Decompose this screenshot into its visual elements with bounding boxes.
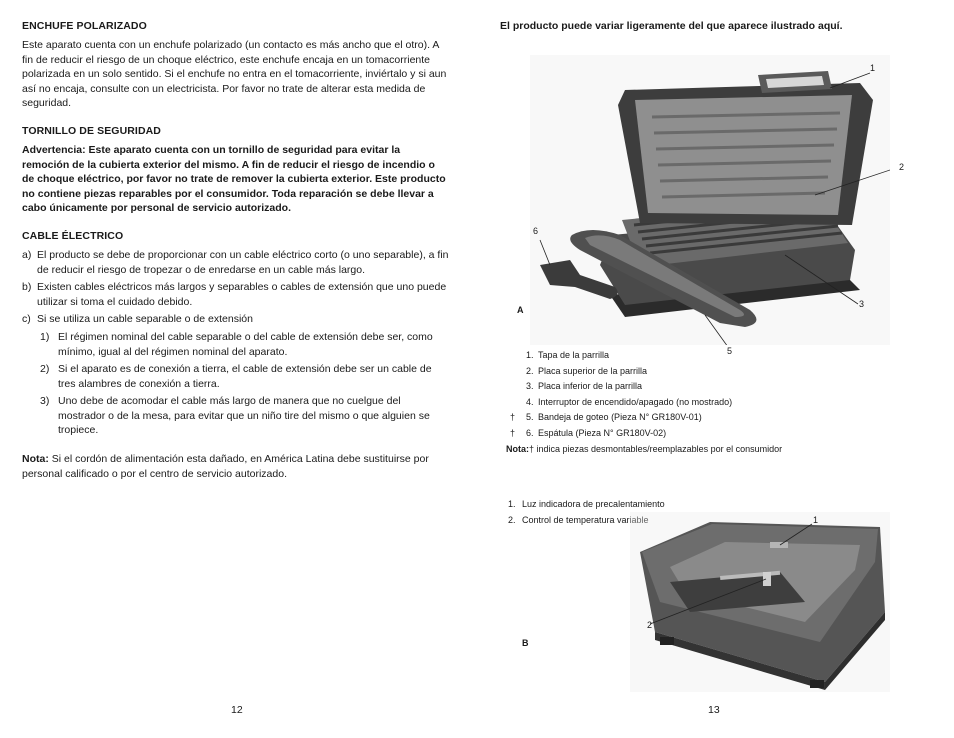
polarized-plug-section — [22, 20, 450, 111]
dagger-mark: † — [510, 427, 516, 438]
list-item — [508, 497, 665, 513]
safety-screw-section — [22, 125, 450, 216]
callout-a-5: 5 — [727, 346, 733, 356]
part-name: Espátula (Pieza N° GR180V-02) — [538, 427, 667, 438]
safety-screw-text: Advertencia: Este aparato cuenta con un tornillo de seguridad para evitar la remoción de la cubierta exterior del mismo. A fin de reducir el riesgo de incendio o de choque eléctrico, por favor no trate de remover la cubierta exterior. Este producto no contiene piezas reparables por el consumidor. Toda reparación se debe llevar a cabo únicamente por personal de servicio autorizado. — [22, 143, 446, 215]
list-item-text: Existen cables eléctricos más largos y separables o cables de extensión que uno puede utilizar si toma el cuidado debido. — [37, 281, 447, 308]
list-item — [510, 426, 782, 442]
right-page-title: El producto puede variar ligeramente del que aparece ilustrado aquí. — [500, 20, 843, 32]
right-page-header — [500, 20, 940, 32]
cord-item-a — [22, 248, 450, 277]
control-name: Control de temperatura variable — [522, 514, 649, 525]
figure-b-closed-grill — [630, 512, 890, 692]
note-label: Nota: — [22, 453, 49, 466]
part-name: Placa inferior de la parrilla — [538, 381, 643, 392]
list-item — [510, 379, 782, 395]
electric-cord-heading: CABLE ÉLECTRICO — [22, 229, 124, 242]
parts-list — [506, 348, 783, 457]
list-marker: 1) — [40, 330, 50, 343]
note-text: Si el cordón de alimentación esta dañado, en América Latina debe sustituirse por personal calificado o por el centro de servicio autorizado. — [22, 453, 429, 480]
list-marker: 2) — [40, 363, 50, 376]
part-name: Interruptor de encendido/apagado (no mostrado) — [538, 396, 733, 407]
control-name: Luz indicadora de precalentamiento — [522, 499, 665, 509]
electric-cord-section — [22, 230, 450, 438]
dagger-mark: † — [510, 412, 516, 423]
list-item — [510, 364, 782, 380]
callout-b-1: 1 — [813, 515, 819, 525]
list-item — [510, 348, 782, 364]
part-name: Bandeja de goteo (Pieza N° GR180V-01) — [538, 412, 702, 423]
cord-subitem-2 — [40, 362, 450, 391]
figure-a-open-grill — [530, 55, 890, 345]
list-item-text: Si el aparato es de conexión a tierra, el cable de extensión debe ser un cable de tres alambres de conexión a tierra. — [58, 363, 432, 390]
left-page-content — [22, 20, 450, 481]
page-number-left: 12 — [231, 704, 243, 716]
list-item-text: El régimen nominal del cable separable o del cable de extensión debe ser, como mínimo, igual al del régimen nominal del aparato. — [58, 330, 433, 358]
part-number: 4. — [526, 396, 534, 407]
list-item-text: Si se utiliza un cable separable o de extensión — [37, 313, 253, 326]
list-item-text: El producto se debe de proporcionar con un cable eléctrico corto (o uno separable), a fin de reducir el riesgo de tropezar o de enredarse en un cable más largo. — [37, 248, 449, 276]
polarized-plug-heading: ENCHUFE POLARIZADO — [22, 20, 147, 32]
dagger-mark — [510, 379, 526, 395]
cord-subitem-3 — [40, 394, 450, 438]
page-number-right: 13 — [708, 704, 720, 716]
callout-b-2: 2 — [647, 620, 653, 630]
part-name: Placa superior de la parrilla — [538, 365, 648, 376]
callout-a-3: 3 — [859, 299, 865, 309]
list-marker: c) — [22, 313, 31, 326]
control-number: 1. — [508, 499, 516, 509]
part-number: 5. — [526, 412, 534, 423]
callout-a-1: 1 — [870, 63, 876, 73]
part-number: 2. — [526, 365, 534, 376]
cord-item-c — [22, 312, 450, 327]
list-marker: 3) — [40, 395, 50, 408]
list-item-text: Uno debe de acomodar el cable más largo de manera que no cuelgue del mostrador o de la mesa, para evitar que un niño tire del mismo o que alguien se tropiece. — [58, 395, 430, 437]
list-item — [510, 410, 782, 426]
part-number: 1. — [526, 350, 534, 360]
part-number: 3. — [526, 381, 534, 392]
cord-note — [22, 452, 450, 481]
safety-screw-heading: TORNILLO DE SEGURIDAD — [22, 124, 161, 137]
part-number: 6. — [526, 427, 534, 438]
dagger-mark — [510, 395, 526, 411]
callout-a-2: 2 — [899, 162, 905, 172]
note-text: † indica piezas desmontables/reemplazables por el consumidor — [529, 443, 783, 454]
callout-a-6: 6 — [533, 226, 539, 236]
figure-a-label: A — [517, 305, 524, 315]
control-number: 2. — [508, 514, 516, 525]
dagger-mark — [510, 364, 526, 380]
part-name: Tapa de la parrilla — [538, 350, 610, 360]
cord-subitem-1 — [40, 330, 450, 359]
list-marker: b) — [22, 281, 32, 294]
dagger-mark — [510, 348, 526, 364]
figure-b-label: B — [522, 638, 529, 648]
note-label: Nota: — [506, 443, 529, 454]
list-marker: a) — [22, 248, 32, 261]
cord-item-b — [22, 280, 450, 309]
parts-note — [506, 442, 782, 458]
list-item — [510, 395, 782, 411]
polarized-plug-text: Este aparato cuenta con un enchufe polarizado (un contacto es más ancho que el otro). A fin de reducir el riesgo de un choque eléctrico, este enchufe encaja en un tomacorriente polarizada en un solo sentido. Si el enchufe no entra en el tomacorriente, inviértalo y si aun así no encaja, consulte con un electricista. Por favor no trate de alterar esta medida de seguridad. — [22, 39, 447, 110]
